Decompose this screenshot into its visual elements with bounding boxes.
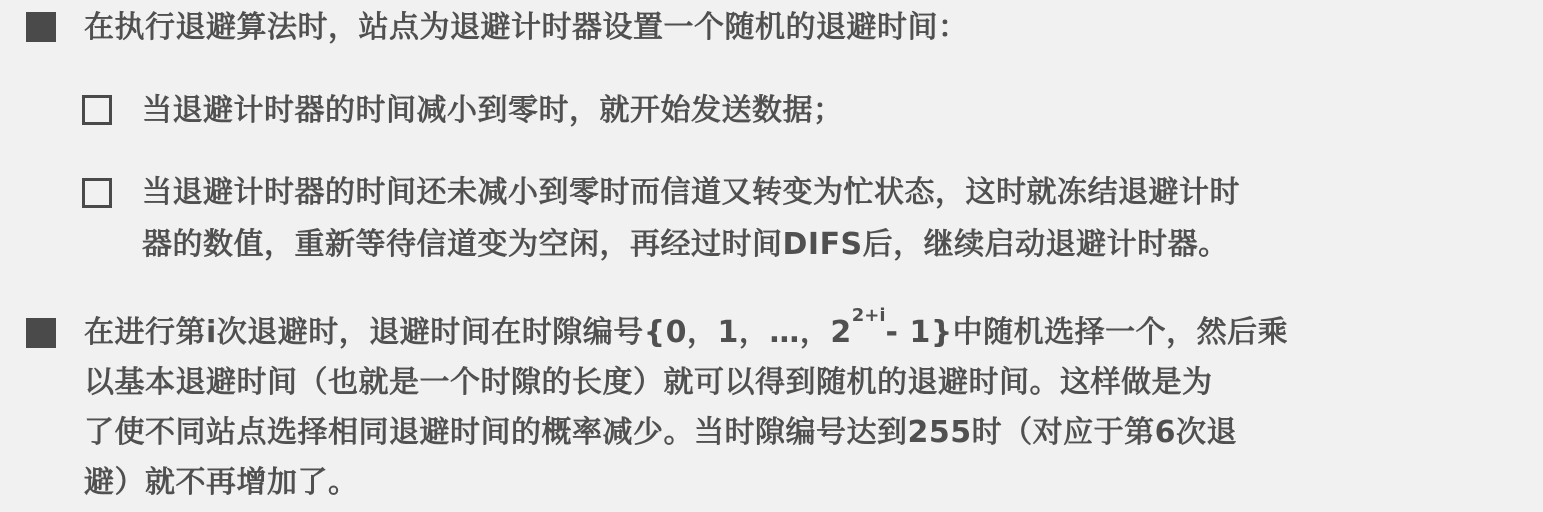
bullet-1-text: 在执行退避算法时，站点为退避计时器设置一个随机的退避时间：: [84, 10, 969, 45]
square-bullet-icon: [26, 12, 56, 42]
sub-bullet-2-line-1: 当退避计时器的时间还未减小到零时而信道又转变为忙状态，这时就冻结退避计时: [142, 175, 1240, 210]
sub-bullet-2-line-2: 器的数值，重新等待信道变为空闲，再经过时间DIFS后，继续启动退避计时器。: [142, 227, 1229, 262]
bullet-2-line-1: [84, 305, 1289, 353]
bullet-2-line-1-post: - 1}中随机选择一个，然后乘: [885, 315, 1289, 350]
sub-bullet-1-text: 当退避计时器的时间减小到零时，就开始发送数据；: [142, 93, 844, 128]
hollow-box-bullet-icon: [82, 95, 112, 125]
hollow-box-bullet-icon: [82, 178, 112, 208]
bullet-2-line-1-pre: 在进行第i次退避时，退避时间在时隙编号{0，1，…，2: [84, 315, 852, 350]
exponent: 2+i: [851, 305, 886, 326]
bullet-2-line-3: 了使不同站点选择相同退避时间的概率减少。当时隙编号达到255时（对应于第6次退: [84, 415, 1237, 450]
square-bullet-icon: [26, 318, 56, 348]
bullet-2-line-4: 避）就不再增加了。: [84, 465, 359, 500]
bullet-2-line-2: 以基本退避时间（也就是一个时隙的长度）就可以得到随机的退避时间。这样做是为: [84, 365, 1213, 400]
